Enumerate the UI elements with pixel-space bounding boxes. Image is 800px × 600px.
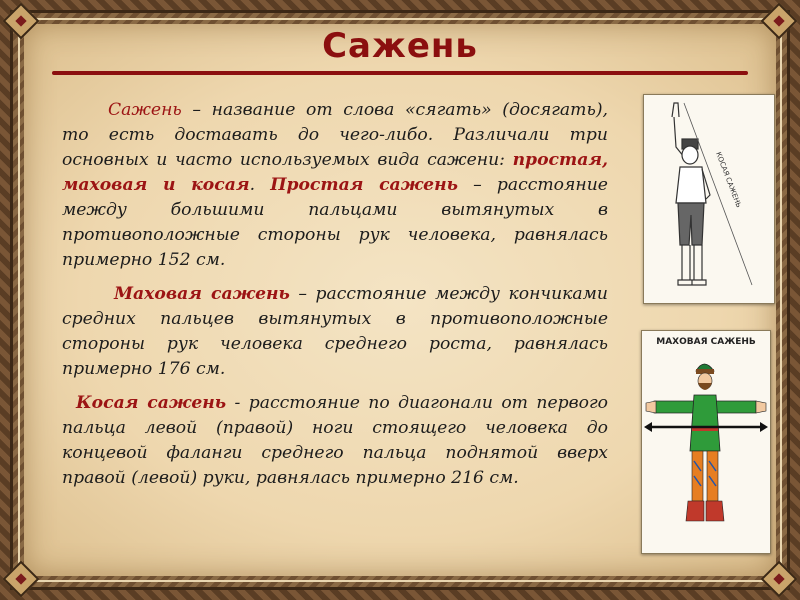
dash: - xyxy=(226,393,249,413)
term-oblique-sazhen: Косая сажень xyxy=(76,393,227,413)
fathom-sazhen-text: – расстояние между кончиками средних пальцев вытянутых в противоположные стороны рук человека среднего роста, равнялась примерно 176 см. xyxy=(62,284,608,379)
fathom-caption: МАХОВАЯ САЖЕНЬ xyxy=(656,337,756,347)
title-underline xyxy=(52,71,748,75)
term-fathom-sazhen: Маховая сажень xyxy=(114,284,290,304)
man-outstretched-arms-illustration xyxy=(642,331,770,553)
simple-sazhen-text: – расстояние между большими пальцами вытянутых в противоположные стороны рук человека, равнялась примерно 152 см. xyxy=(62,175,608,270)
term-simple-sazhen: Простая сажень xyxy=(270,175,458,195)
paragraph-definition xyxy=(62,98,608,273)
sentence-end: . xyxy=(249,175,271,195)
slide-title: Сажень xyxy=(322,26,478,66)
definition-text: – название от слова «сягать» (досягать), то есть доставать до чего-либо. Различали три основных и часто используемых вида сажени: xyxy=(62,100,608,170)
paragraph-oblique xyxy=(62,391,608,491)
oblique-sazhen-text: расстояние по диагонали от первого пальца левой (правой) ноги стоящего человека до концевой фаланги среднего пальца поднятой вверх правой (левой) руки, равнялась примерно 216 см. xyxy=(62,393,608,488)
term-sazhen: Сажень xyxy=(108,100,182,120)
fathom-sazhen-illustration xyxy=(641,330,771,554)
oblique-label: КОСАЯ САЖЕНЬ xyxy=(714,150,743,209)
types-list: простая, маховая и косая xyxy=(62,150,608,195)
paragraph-fathom xyxy=(62,282,608,382)
standing-man-raised-arm-illustration xyxy=(644,95,774,303)
oblique-sazhen-illustration xyxy=(643,94,775,304)
body-text xyxy=(62,98,608,500)
